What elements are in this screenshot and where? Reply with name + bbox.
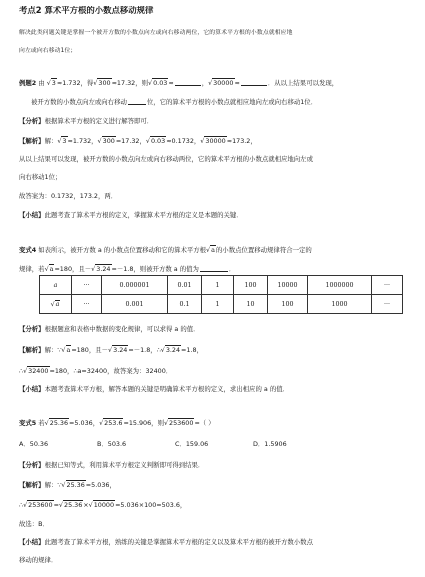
pattern-table: [39, 275, 403, 314]
q-text-5: ≈: [234, 79, 240, 87]
v4-sol-text-4: =1.8，: [181, 346, 203, 354]
cell: 0.01: [168, 276, 202, 295]
answer-blank-3[interactable]: [128, 98, 146, 105]
example2-solution-line-1: 【解析】解：√3≈1.732，√300=17.32，√0.03≈0.1732，√30000≈173.2，: [19, 137, 257, 145]
choice-d[interactable]: D．1.5906: [253, 440, 287, 448]
sol-root-30000: 30000: [205, 137, 226, 145]
v5-q-text-2: =5.036，: [69, 419, 100, 427]
variation5-answer: 故选：B．: [19, 520, 49, 528]
sol-root-300: 300: [102, 137, 115, 145]
intro-line-2: 向左或向右移动1位；: [19, 48, 77, 54]
summary-text: 此题考查了算术平方根，熟练的关键是掌握算术平方根的定义以及算术平方根的被开方数小数点: [44, 538, 313, 546]
v4-answer-blank[interactable]: [200, 265, 228, 272]
q-text-4: ，: [201, 79, 209, 87]
v4-sol-root-32400: 32400: [28, 367, 49, 375]
v4-q-text-6: ．: [228, 265, 236, 273]
analysis-label: 【分析】: [19, 461, 45, 469]
sol-text-1: ≈1.732，: [67, 137, 98, 145]
v4-sol-root-3.24: 3.24: [113, 346, 128, 354]
summary-text: 此题考查了算术平方根的定义，掌握算术平方根的定义是本题的关键．: [44, 211, 243, 219]
v5-q-text-1: 若: [38, 419, 45, 427]
choice-c[interactable]: C．159.06: [175, 440, 209, 448]
root-0.03: 0.03: [153, 79, 168, 87]
variation4-label: 变式4: [19, 246, 37, 254]
answer-blank-1[interactable]: [175, 79, 201, 86]
sol-text-3: ≈0.1732，: [166, 137, 201, 145]
cell: 1: [202, 276, 234, 295]
solution-label: 【解析】: [19, 346, 45, 354]
v4-root-a-2: a: [49, 265, 54, 273]
sqrt-a-radicand: a: [55, 300, 60, 308]
q-text-2: ≈17.32，则: [111, 79, 149, 87]
example2-solution-line-3: 向右移动1位；: [19, 173, 62, 181]
cell: 1000000: [308, 276, 372, 295]
analysis-text: 根据题意和表格中数据的变化规律，可以求得 a 的值．: [44, 325, 200, 333]
root-3: 3: [51, 79, 56, 87]
v4-sol-text-2: =180，且－: [71, 346, 109, 354]
variation5-analysis: [19, 461, 411, 470]
analysis-text: 根据算术平方根的定义进行解答即可．: [44, 117, 154, 125]
variation5-summary-line-2: 移动的规律．: [19, 556, 58, 564]
table-row-sqrt-a: [40, 295, 403, 314]
row-head-sqrt-a: √a: [40, 295, 72, 314]
choice-a[interactable]: A．50.36: [19, 440, 49, 448]
v4-sol-text-5: ∴: [19, 367, 24, 375]
example2-question-line-2: [31, 98, 411, 107]
v5-sol-root-10000: 10000: [93, 501, 115, 509]
v5-sol-text-3: ∴: [19, 501, 24, 509]
q-line2b-text: 位，它的算术平方根的小数点就相应地向左或向右移动1位．: [146, 98, 318, 106]
v4-q-text-1: 如表所示，被开方数 a 的小数点位置移动和它的算术平方根: [38, 246, 207, 254]
v5-sol-text-1: 解：∵: [44, 481, 62, 489]
root-30000: 30000: [213, 79, 234, 87]
cell: ···: [72, 276, 102, 295]
cell: 1000: [308, 295, 372, 314]
v5-sol-root-25.36: 25.36: [66, 481, 85, 489]
variation4-summary: [19, 385, 411, 394]
v4-q-text-4: =180，且: [54, 265, 85, 273]
v5-root-253.6: 253.6: [104, 419, 123, 427]
cell: ···: [372, 295, 403, 314]
v5-q-text-4: =（ ）: [194, 419, 215, 427]
v5-sol-root-25.36-b: 25.36: [64, 501, 83, 509]
cell: 0.000001: [102, 276, 168, 295]
analysis-text: 根据已知等式，利用算术平方根定义判断即可得到结果．: [44, 461, 205, 469]
intro-line-1: 解决此类问题关键是掌握一个被开方数的小数点向左或向右移动两位，它的算术平方根的小数点就相应地: [19, 30, 293, 36]
example2-analysis: [19, 117, 411, 126]
v4-sol-text-1: 解：∵: [44, 346, 62, 354]
variation4-analysis: [19, 325, 411, 334]
variation4-question-line-2: 规律，若√a=180，且－√3.24=－1.8，则被开方数 a 的值为 ．: [19, 265, 236, 273]
v5-sol-text-6: =5.036×100=503.6，: [115, 501, 187, 509]
v5-q-text-3: =15.906，则: [123, 419, 164, 427]
cell: 0.001: [102, 295, 168, 314]
summary-label: 【小结】: [19, 385, 45, 393]
cell: 100: [268, 295, 308, 314]
example2-label: 例题2: [19, 79, 37, 87]
summary-label: 【小结】: [19, 211, 45, 219]
summary-label: 【小结】: [19, 538, 45, 546]
cell: 100: [234, 276, 268, 295]
v5-sol-root-253600: 253600: [28, 501, 53, 509]
v4-root-a: a: [211, 246, 215, 254]
summary-text: 本题考查算术平方根，解答本题的关键是明确算术平方根的定义，求出相应的 a 的值．: [44, 385, 289, 393]
v5-sol-text-5: ×: [83, 501, 89, 509]
cell: 10: [234, 295, 268, 314]
variation4-solution-line-1: 【解析】解：∵√a=180，且－√3.24=－1.8，∴√3.24=1.8，: [19, 346, 203, 354]
q-text-3: ≈: [168, 79, 174, 87]
variation5-choices: [19, 440, 411, 449]
cell: 0.1: [168, 295, 202, 314]
sol-text-4: ≈173.2，: [226, 137, 257, 145]
cell: ···: [372, 276, 403, 295]
cell: 1: [202, 295, 234, 314]
sol-text-0: 解：: [44, 137, 58, 145]
sol-text-2: =17.32，: [115, 137, 146, 145]
solution-label: 【解析】: [19, 137, 45, 145]
cell: ···: [72, 295, 102, 314]
v5-root-253600: 253600: [169, 419, 194, 427]
v4-sol-root-a: a: [66, 346, 71, 354]
q-line2-text: 被开方数的小数点向左或向右移动: [31, 98, 127, 106]
variation4-question-line-1: 变式4 如表所示，被开方数 a 的小数点位置移动和它的算术平方根√a的小数点位置移动规律符合一定的: [19, 246, 312, 254]
v4-sol-text-6: =180，∴a=32400，故答案为：32400．: [49, 367, 173, 375]
v4-q-text-2: 的小数点位置移动规律符合一定的: [215, 246, 312, 254]
sol-root-0.03: 0.03: [150, 137, 166, 145]
example2-q-prefix: 由: [38, 79, 45, 87]
example2-summary: [19, 211, 411, 220]
variation5-question: 变式5 若√25.36=5.036，√253.6=15.906，则√253600=（ ）: [19, 419, 215, 427]
q-text-1: ≈1.732，得: [56, 79, 94, 87]
analysis-label: 【分析】: [19, 117, 45, 125]
q-text-6: ．从以上结果可以发现，: [267, 79, 339, 87]
example2-answer: 故答案为：0.1732，173.2，两．: [19, 192, 118, 200]
answer-blank-2[interactable]: [241, 79, 267, 86]
solution-label: 【解析】: [19, 481, 45, 489]
v4-q-text-3: 规律，若: [19, 265, 45, 273]
variation5-label: 变式5: [19, 419, 37, 427]
section-title: 考点2 算术平方根的小数点移动规律: [19, 6, 154, 15]
row-head-a: a: [40, 276, 72, 295]
root-300: 300: [98, 79, 111, 87]
cell: 10000: [268, 276, 308, 295]
v5-root-25.36: 25.36: [49, 419, 69, 427]
variation5-solution-line-2: ∴√253600=√25.36×√10000=5.036×100=503.6，: [19, 501, 187, 509]
v5-sol-text-2: =5.036，: [85, 481, 116, 489]
v4-sol-root-3.24-b: 3.24: [165, 346, 181, 354]
table-row-a: [40, 276, 403, 295]
choice-b[interactable]: B．503.6: [97, 440, 127, 448]
v4-q-text-5: =－1.8，则被开方数 a 的值为: [111, 265, 199, 273]
v4-root-3.24: 3.24: [96, 265, 111, 273]
variation5-solution-line-1: 【解析】解：∵√25.36=5.036，: [19, 481, 116, 489]
v4-sol-text-3: =－1.8，∴: [128, 346, 161, 354]
example2-question-line-1: 例题2 由 √3≈1.732，得√300≈17.32，则√0.03≈ ，√30000≈ ．从以上结果可以发现，: [19, 79, 339, 87]
variation4-solution-line-2: ∴√32400=180，∴a=32400，故答案为：32400．: [19, 367, 173, 375]
example2-solution-line-2: 从以上结果可以发现，被开方数的小数点向左或向右移动两位，它的算术平方根的小数点就相应地向左或: [19, 155, 313, 163]
sol-root-3: 3: [62, 137, 67, 145]
analysis-label: 【分析】: [19, 325, 45, 333]
v5-sol-text-4: =: [53, 501, 59, 509]
variation5-summary-line-1: [19, 538, 411, 547]
